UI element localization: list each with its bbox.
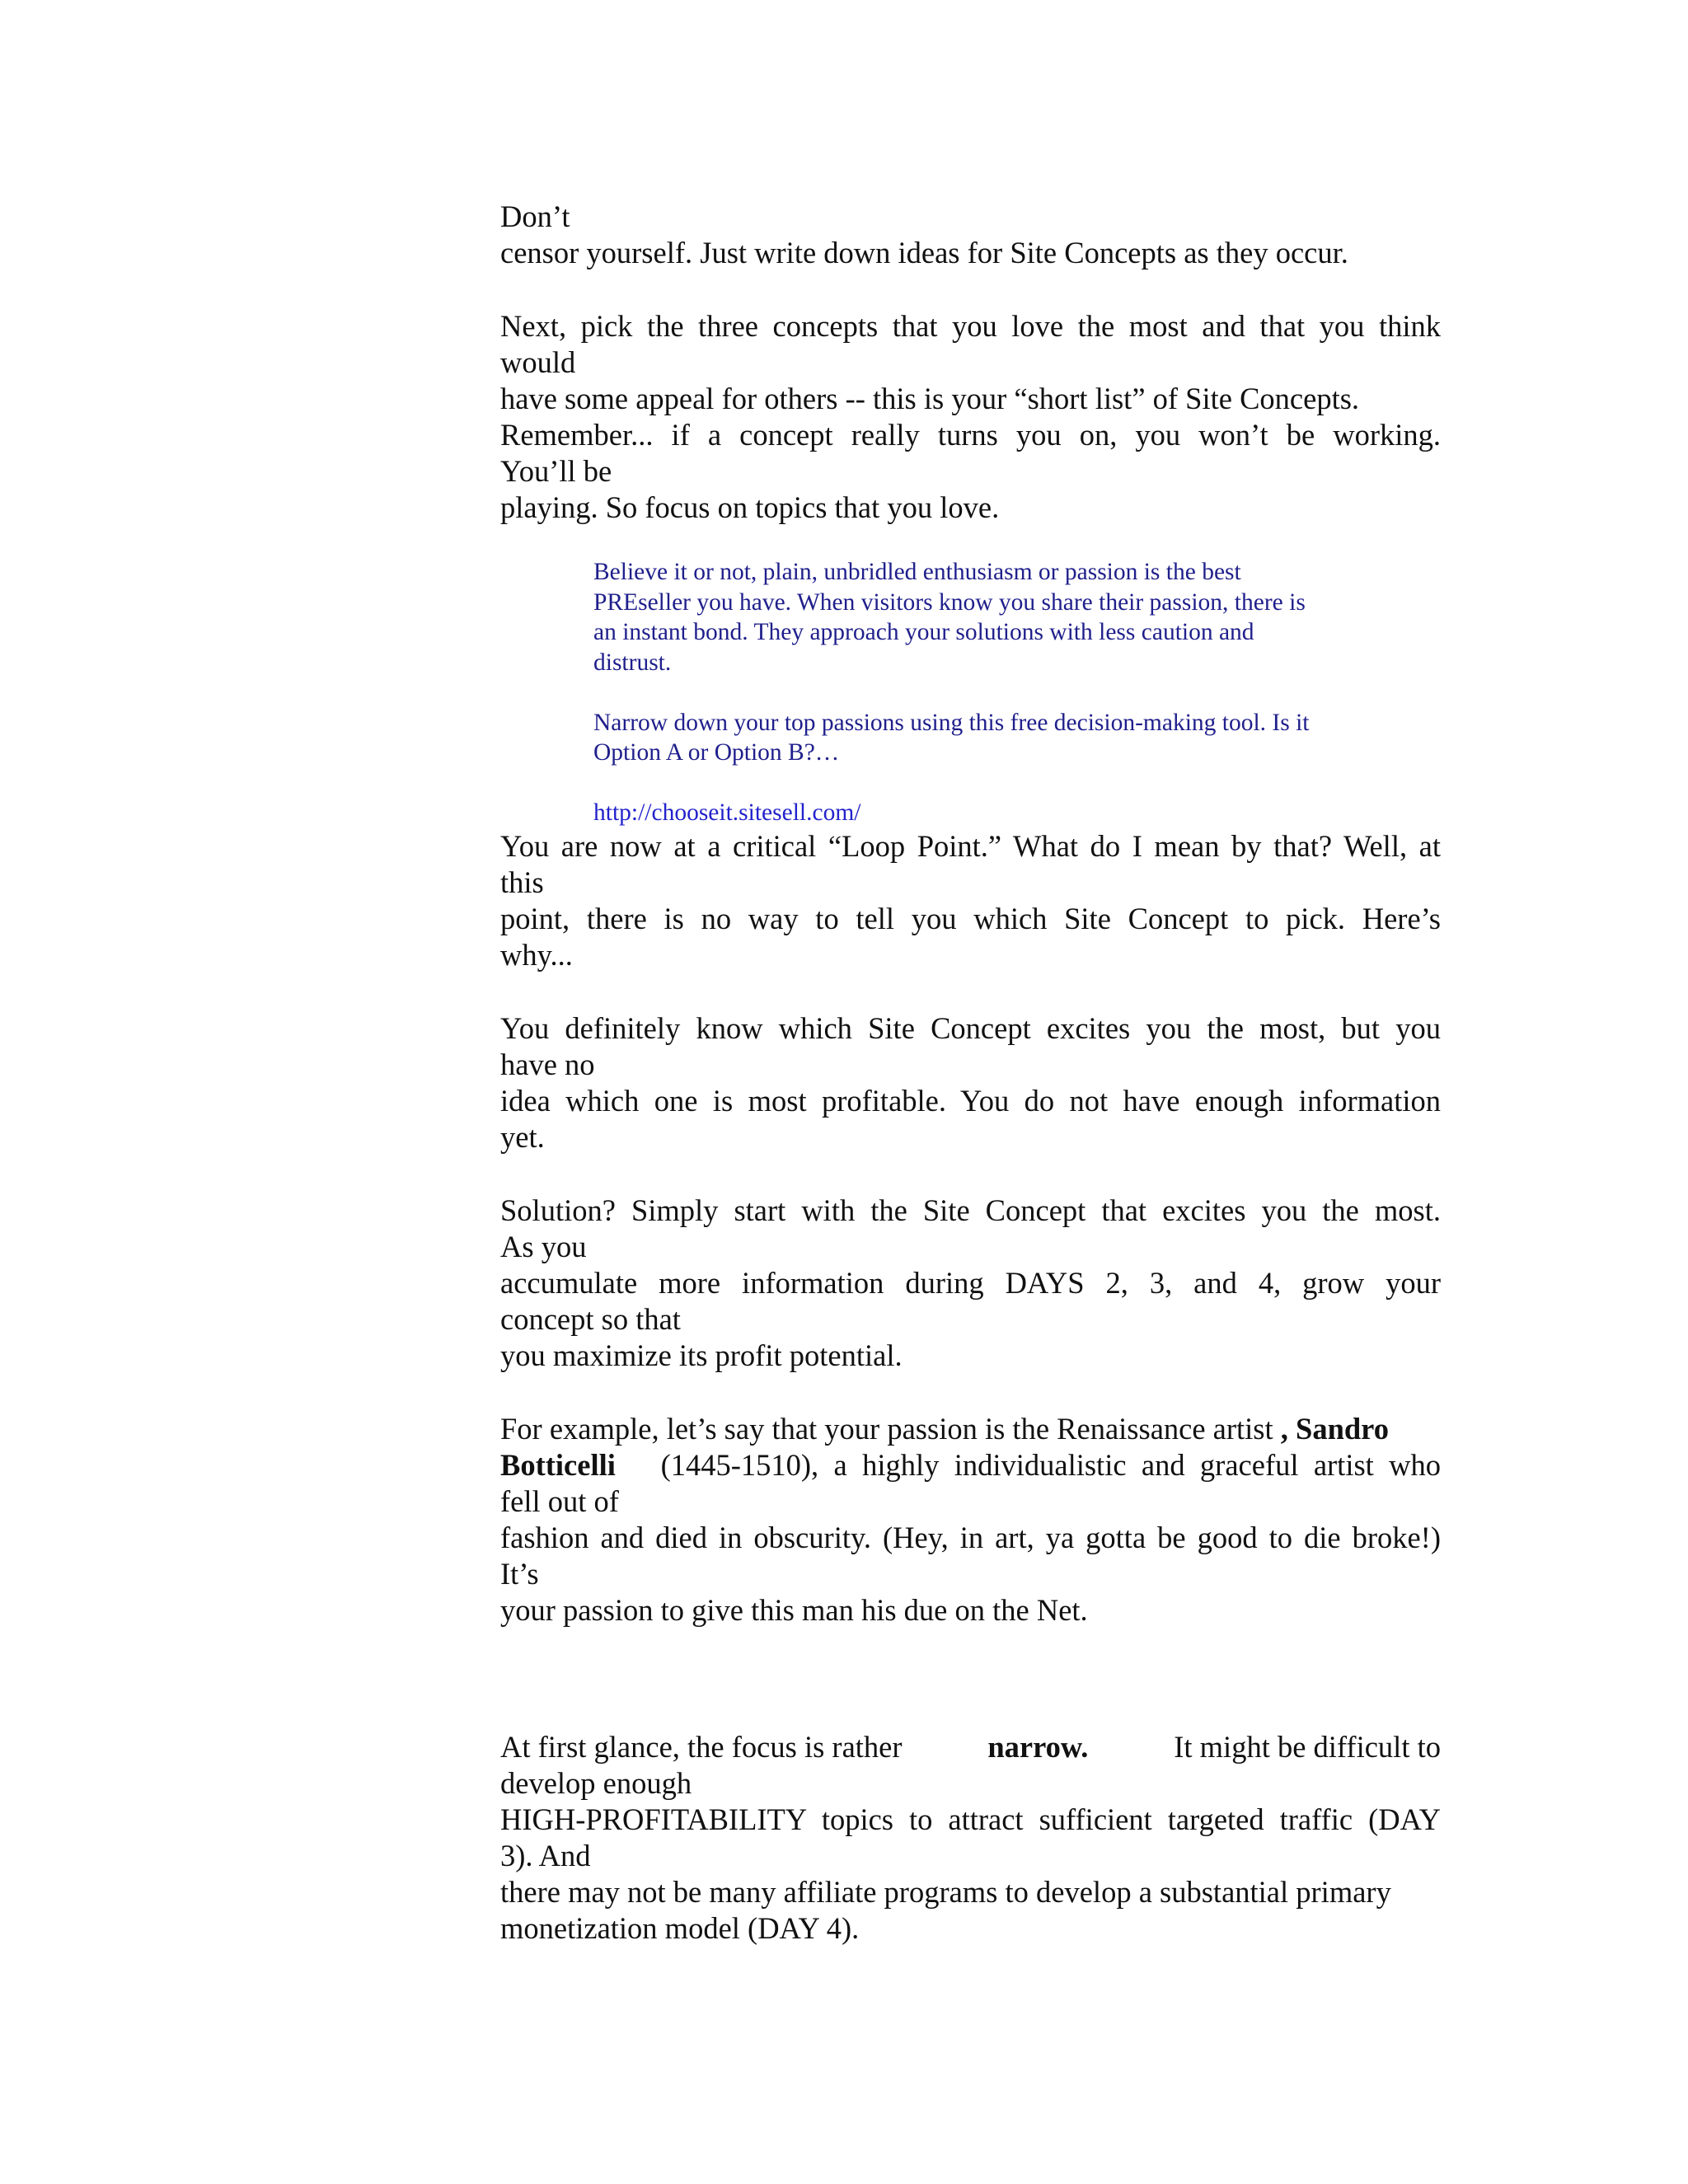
para6-line4: fashion and died in obscurity. (Hey, in art, ya gotta be good to die broke!) bbox=[500, 1521, 1441, 1554]
para2-line3: have some appeal for others -- this is your “short list” of Site Concepts. bbox=[500, 382, 1360, 415]
para7-line2: develop enough bbox=[500, 1766, 692, 1800]
para6-line1-bold: , Sandro bbox=[1280, 1412, 1389, 1446]
para7-line4: 3). And bbox=[500, 1839, 591, 1872]
para5-line2: As you bbox=[500, 1230, 587, 1263]
para7-line6: monetization model (DAY 4). bbox=[500, 1911, 860, 1945]
para5-line1: Solution? Simply start with the Site Concept that excites you the most. bbox=[500, 1193, 1441, 1227]
para4-line1: You definitely know which Site Concept excites you the most, but you bbox=[500, 1011, 1441, 1045]
para2-line1: Next, pick the three concepts that you love the most and that you think bbox=[500, 309, 1441, 343]
callout-line: Option A or Option B?… bbox=[593, 739, 840, 766]
callout-line: Believe it or not, plain, unbridled enthusiasm or passion is the best bbox=[593, 559, 1241, 585]
para6-line6: your passion to give this man his due on the Net. bbox=[500, 1593, 1088, 1627]
para3-line1: You are now at a critical “Loop Point.” What do I mean by that? Well, at bbox=[500, 829, 1441, 863]
callout-line: an instant bond. They approach your solutions with less caution and bbox=[593, 619, 1254, 645]
para7-line3: HIGH-PROFITABILITY topics to attract sufficient targeted traffic (DAY bbox=[500, 1802, 1441, 1836]
para7-line5: there may not be many affiliate programs to develop a substantial primary bbox=[500, 1875, 1391, 1909]
narrow-bold: narrow. bbox=[987, 1730, 1089, 1764]
para7-line1 bbox=[500, 1729, 1441, 1765]
para1-line1: Don’t bbox=[500, 199, 570, 233]
para3-line3: point, there is no way to tell you which Site Concept to pick. Here’s bbox=[500, 902, 1441, 935]
para6-line2 bbox=[500, 1447, 1441, 1483]
para6-line1 bbox=[500, 1411, 1441, 1447]
para3-line4: why... bbox=[500, 938, 573, 972]
para7-line1-text: At first glance, the focus is rather bbox=[500, 1730, 903, 1764]
para4-line4: yet. bbox=[500, 1120, 545, 1154]
para6-line3: fell out of bbox=[500, 1484, 619, 1518]
callout-line: PREseller you have. When visitors know you share their passion, there is bbox=[593, 589, 1306, 616]
para6-line1-text: For example, let’s say that your passion is the Renaissance artist bbox=[500, 1412, 1273, 1446]
para7-line1-tail: It might be difficult to bbox=[1174, 1730, 1441, 1764]
para1-line2: censor yourself. Just write down ideas for Site Concepts as they occur. bbox=[500, 236, 1348, 269]
para3-line2: this bbox=[500, 865, 544, 899]
para2-line4: Remember... if a concept really turns you on, you won’t be working. bbox=[500, 418, 1441, 452]
para5-line5: you maximize its profit potential. bbox=[500, 1338, 903, 1372]
para5-line3: accumulate more information during DAYS 2, 3, and 4, grow your bbox=[500, 1266, 1441, 1300]
para6-line5: It’s bbox=[500, 1557, 539, 1591]
para5-line4: concept so that bbox=[500, 1302, 681, 1336]
para4-line2: have no bbox=[500, 1047, 595, 1081]
callout-line: Narrow down your top passions using this free decision-making tool. Is it bbox=[593, 710, 1310, 736]
artist-name-bold: Botticelli bbox=[500, 1448, 616, 1482]
callout-line: distrust. bbox=[593, 649, 672, 676]
chooseit-link[interactable]: http://chooseit.sitesell.com/ bbox=[593, 799, 861, 826]
para2-line5: You’ll be bbox=[500, 454, 612, 488]
para2-line6: playing. So focus on topics that you love. bbox=[500, 490, 1000, 524]
para6-line2-text: (1445-1510), a highly individualistic and graceful artist who bbox=[660, 1448, 1442, 1482]
para2-line2: would bbox=[500, 345, 576, 379]
para4-line3: idea which one is most profitable. You do not have enough information bbox=[500, 1084, 1441, 1118]
